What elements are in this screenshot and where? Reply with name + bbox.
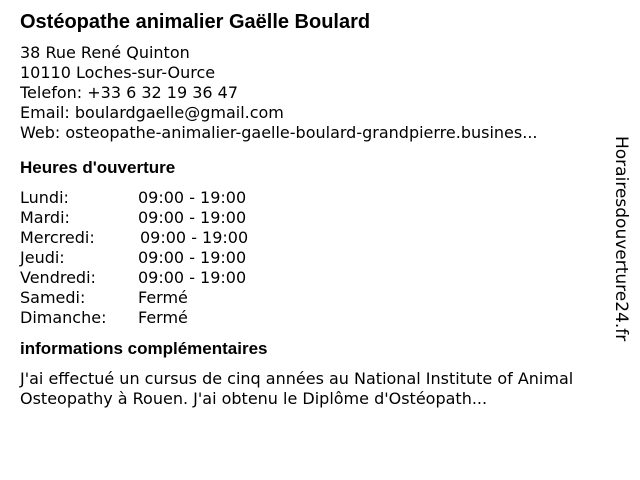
hours-row-tuesday [20,208,600,228]
hours-row-sunday [20,308,600,328]
day-label: Mercredi: [20,228,95,247]
brand-vertical-wrapper [612,136,632,376]
day-label: Jeudi: [20,248,65,267]
hours-row-saturday [20,288,600,308]
info-description: J'ai effectué un cursus de cinq années au National Institute of Animal Osteopathy à Rouen. J'ai obtenu le Diplôme d'Ostéopath... [20,369,574,408]
hours-row-friday [20,268,600,288]
brand-vertical-text[interactable]: Horairesdouverture24.fr [611,136,631,342]
day-hours: 09:00 - 19:00 [138,208,247,227]
day-label: Mardi: [20,208,70,227]
day-label: Samedi: [20,288,86,307]
day-label: Vendredi: [20,268,96,287]
hours-table [20,188,600,328]
address-city: 10110 Loches-sur-Ource [20,63,216,82]
day-hours: 09:00 - 19:00 [138,268,247,287]
hours-heading: Heures d'ouverture [20,158,176,177]
day-hours: Fermé [138,308,188,327]
address-street: 38 Rue René Quinton [20,43,190,62]
hours-row-wednesday [20,228,600,248]
business-name: Ostéopathe animalier Gaëlle Boulard [20,11,371,33]
phone-number[interactable]: Telefon: +33 6 32 19 36 47 [20,83,239,102]
day-hours: 09:00 - 19:00 [138,188,247,207]
email-address[interactable]: Email: boulardgaelle@gmail.com [20,103,284,122]
website-link[interactable]: Web: osteopathe-animalier-gaelle-boulard-grandpierre.busines... [20,123,538,142]
day-label: Dimanche: [20,308,107,327]
business-card [20,10,600,409]
day-label: Lundi: [20,188,69,207]
info-heading: informations complémentaires [20,339,268,358]
hours-row-monday [20,188,600,208]
day-hours: 09:00 - 19:00 [140,228,249,247]
day-hours: 09:00 - 19:00 [138,248,247,267]
day-hours: Fermé [138,288,188,307]
hours-row-thursday [20,248,600,268]
contact-block [20,43,600,143]
